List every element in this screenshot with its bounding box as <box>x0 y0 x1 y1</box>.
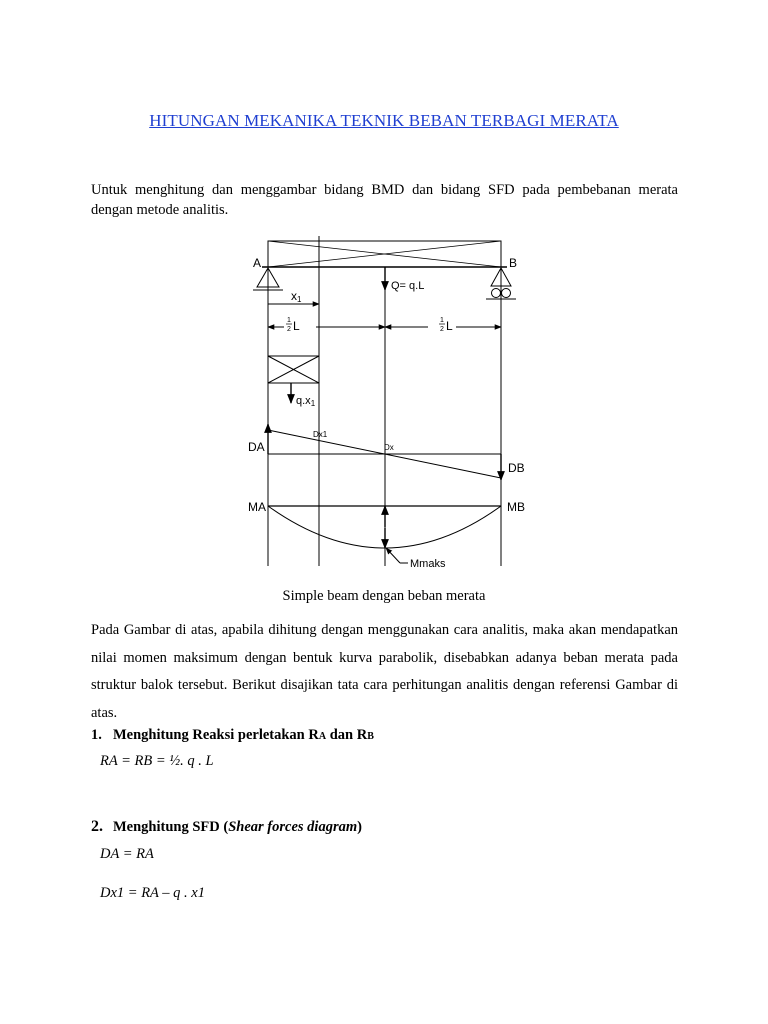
qx1-subscript: 1 <box>310 399 316 408</box>
label-ma: MA <box>248 500 266 514</box>
label-dx: Dx <box>384 443 394 452</box>
section1-heading <box>91 727 374 744</box>
equation-da: DA = RA <box>100 846 154 862</box>
page-title: HITUNGAN MEKANIKA TEKNIK BEBAN TERBAGI MERATA <box>149 111 619 130</box>
section1-text: Menghitung Reaksi perletakan R <box>113 727 319 743</box>
section1-sub-b: B <box>367 731 374 742</box>
x1-subscript: 1 <box>297 295 302 304</box>
half-den-left: 2 <box>287 326 291 333</box>
half-num-right: 1 <box>440 317 444 324</box>
x1-label: x <box>291 289 297 303</box>
figure-caption: Simple beam dengan beban merata <box>282 588 486 604</box>
label-a: A <box>253 256 262 270</box>
half-num-left: 1 <box>287 317 291 324</box>
label-db: DB <box>508 461 525 475</box>
label-b: B <box>509 256 518 270</box>
equation-reactions: RA = RB = ½. q . L <box>100 753 214 769</box>
half-l-right: L <box>446 319 453 333</box>
section1-sub-a: A <box>318 731 327 742</box>
svg-text:x1 <box>291 289 302 304</box>
half-den-right: 2 <box>440 326 444 333</box>
section2-text-italic: Shear forces diagram <box>228 819 358 835</box>
body-paragraph: Pada Gambar di atas, apabila dihitung dengan menggunakan cara analitis, maka akan mendapatkan nilai momen maksimum dengan bentuk kurva parabolik, disebabkan adanya beban merata pada struktur balok tersebut. Berikut disajikan tata cara perhitungan analitis dengan referensi Gambar di atas. <box>91 622 678 722</box>
load-label: Q= q.L <box>391 280 425 292</box>
label-mmaks: Mmaks <box>410 558 446 570</box>
label-da: DA <box>248 440 265 454</box>
label-dx1: Dx1 <box>313 430 328 439</box>
section1-and: dan R <box>326 727 368 743</box>
section1-number: 1. <box>91 727 102 743</box>
intro-paragraph: Untuk menghitung dan menggambar bidang BMD dan bidang SFD pada pembebanan merata dengan metode analitis. <box>91 182 678 218</box>
section2-heading <box>91 818 362 836</box>
label-mb: MB <box>507 500 525 514</box>
equation-dx1: Dx1 = RA – q . x1 <box>100 885 205 901</box>
section2-text-a: Menghitung SFD ( <box>113 819 229 835</box>
section2-number: 2. <box>91 818 103 835</box>
qx1-label: q.x <box>296 395 311 407</box>
section2-text-b: ) <box>357 819 362 835</box>
half-l-left: L <box>293 319 300 333</box>
svg-text:q.x1 <box>296 395 316 408</box>
